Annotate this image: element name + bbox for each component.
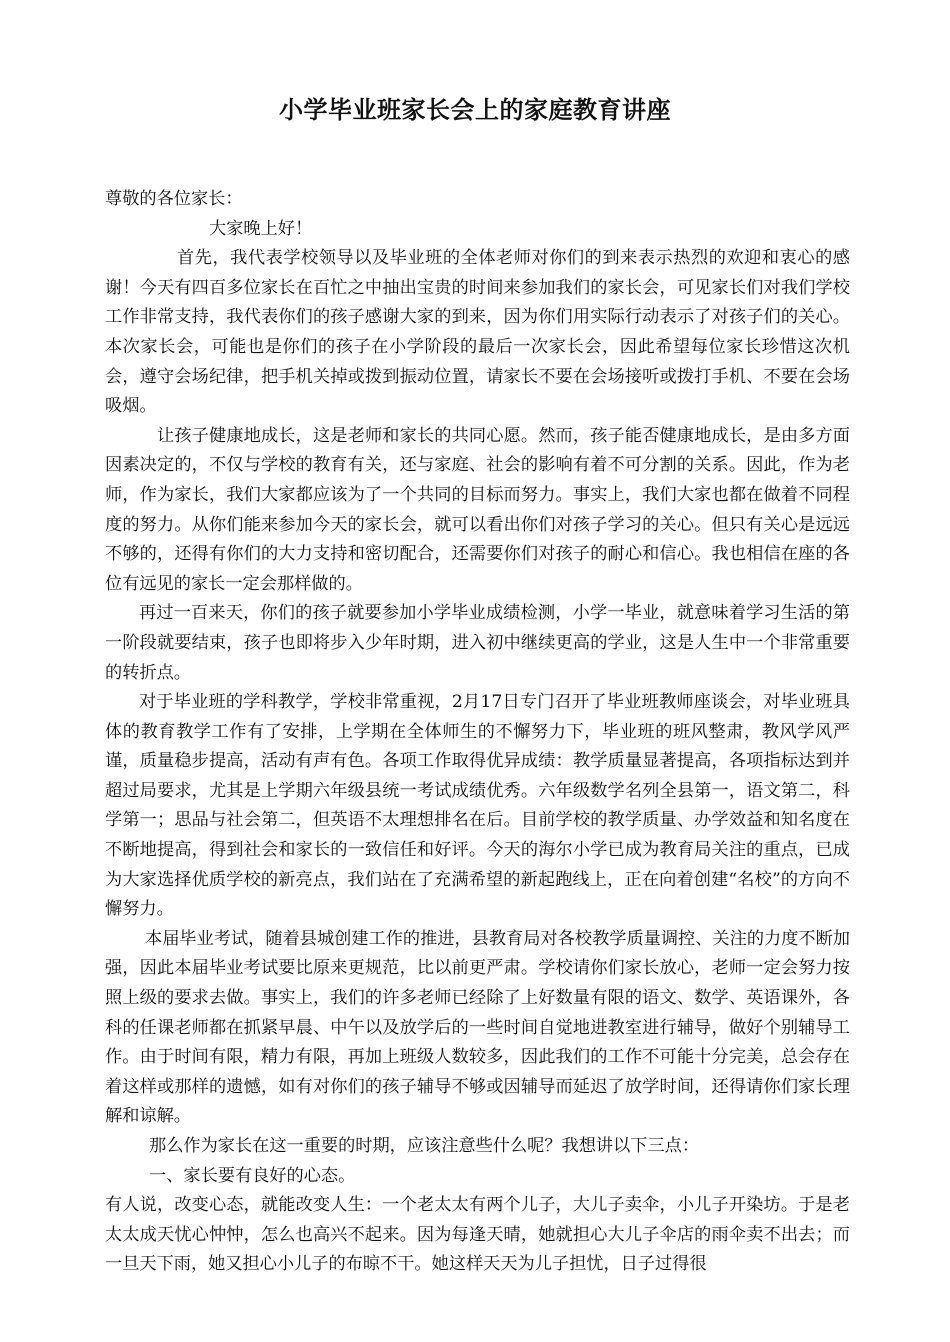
paragraph: 首先，我代表学校领导以及毕业班的全体老师对你们的到来表示热烈的欢迎和衷心的感谢！今天有四百多位家长在百忙之中抽出宝贵的时间来参加我们的家长会，可见家长们对我们学校工作非常支持，我代表你们的孩子感谢大家的到来，因为你们用实际行动表示了对孩子们的关心。本次家长会，可能也是你们的孩子在小学阶段的最后一次家长会，因此希望每位家长珍惜这次机会，遵守会场纪律，把手机关掉或拨到振动位置，请家长不要在会场接听或拨打手机、不要在会场吸烟。 — [105, 248, 850, 417]
paragraph: 对于毕业班的学科教学，学校非常重视，2月17日专门召开了毕业班教师座谈会，对毕业班具体的教育教学工作有了安排，上学期在全体师生的不懈努力下，毕业班的班风整肃，教风学风严谨，质量稳步提高，活动有声有色。各项工作取得优异成绩：教学质量显著提高，各项指标达到并超过局要求，尤其是上学期六年级县统一考试成绩优秀。六年级数学名列全县第一，语文第二，科学第一；思品与社会第二，但英语不太理想排名在后。目前学校的教学质量、办学效益和知名度在不断地提高，得到社会和家长的一致信任和好评。今天的海尔小学已成为教育局关注的重点，已成为大家选择优质学校的新亮点，我们站在了充满希望的新起跑线上，正在向着创建“名校”的方向不懈努力。 — [105, 692, 850, 920]
paragraph: 再过一百来天，你们的孩子就要参加小学毕业成绩检测，小学一毕业，就意味着学习生活的第一阶段就要结束，孩子也即将步入少年时期，进入初中继续更高的学业，这是人生中一个非常重要的转折点。 — [105, 603, 850, 683]
section-heading: 一、家长要有良好的心态。 — [149, 1165, 356, 1186]
paragraph: 让孩子健康地成长，这是老师和家长的共同心愿。然而，孩子能否健康地成长，是由多方面因素决定的，不仅与学校的教育有关，还与家庭、社会的影响有着不可分割的关系。因此，作为老师，作为家长，我们大家都应该为了一个共同的目标而努力。事实上，我们大家也都在做着不同程度的努力。从你们能来参加今天的家长会，就可以看出你们对孩子学习的关心。但只有关心是远远不够的，还得有你们的大力支持和密切配合，还需要你们对孩子的耐心和信心。我也相信在座的各位有远见的家长一定会那样做的。 — [105, 425, 850, 594]
paragraph: 有人说，改变心态，就能改变人生：一个老太太有两个儿子，大儿子卖伞，小儿子开染坊。于是老太太成天忧心忡忡，怎么也高兴不起来。因为每逢天晴，她就担心大儿子伞店的雨伞卖不出去；而一旦天下雨，她又担心小儿子的布晾不干。她这样天天为儿子担忧，日子过得很 — [105, 1195, 850, 1275]
paragraph: 本届毕业考试，随着县城创建工作的推进，县教育局对各校教学质量调控、关注的力度不断加强，因此本届毕业考试要比原来更规范，比以前更严肃。学校请你们家长放心，老师一定会努力按照上级的要求去做。事实上，我们的许多老师已经除了上好数量有限的语文、数学、英语课外，各科的任课老师都在抓紧早晨、中午以及放学后的一些时间自觉地进教室进行辅导，做好个别辅导工作。由于时间有限，精力有限，再加上班级人数较多，因此我们的工作不可能十分完美，总会存在着这样或那样的遗憾，如有对你们的孩子辅导不够或因辅导而延迟了放学时间，还得请你们家长理解和谅解。 — [105, 928, 850, 1127]
salutation: 尊敬的各位家长： — [105, 189, 243, 209]
document-body — [105, 185, 850, 1280]
paragraph: 那么作为家长在这一重要的时期，应该注意些什么呢？我想讲以下三点： — [149, 1136, 700, 1156]
greeting: 大家晚上好！ — [209, 218, 313, 239]
document-title: 小学毕业班家长会上的家庭教育讲座 — [279, 96, 671, 124]
